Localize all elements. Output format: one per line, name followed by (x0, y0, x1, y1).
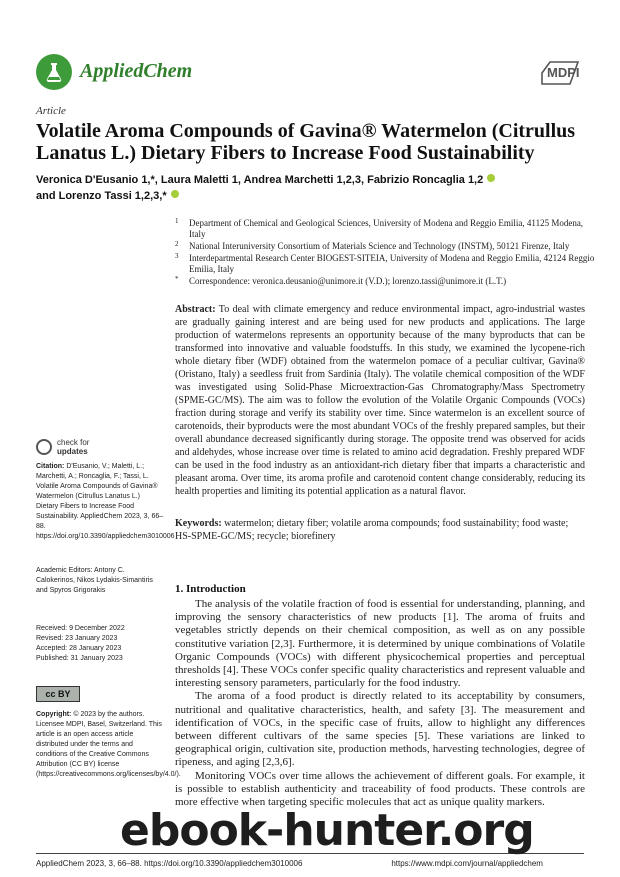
affiliation-item (175, 241, 595, 252)
journal-logo (36, 54, 72, 90)
keywords-text: watermelon; dietary fiber; volatile aroma compounds; food sustainability; food waste; HS-SPME-GC/MS; recycle; biorefinery (175, 518, 569, 542)
check-updates-text (57, 438, 89, 456)
authors-line-2: and Lorenzo Tassi 1,2,3,* (36, 190, 167, 202)
section-heading: 1. Introduction (175, 583, 246, 595)
affiliation-item (175, 253, 595, 275)
correspondence-marker: * (175, 275, 179, 283)
received-date: Received: 9 December 2022 (36, 625, 125, 632)
paragraph: The aroma of a food product is directly related to its acceptability by consumers, nutritional and qualitative characteristics, health, and safety [3]. The measurement and identification of VOCs, in the specific case of fruits, allow to highlight any differences between different cultivars of the same species [5]. These variations are linked to geographical origin, cultivation site, production methods, harvesting technologies, degree of ripeness, and aging [2,3,6]. (175, 690, 585, 769)
check-updates-line-2: updates (57, 447, 88, 456)
citation-label: Citation: (36, 463, 65, 470)
mdpi-logo-text: MDPI (547, 65, 580, 80)
affiliation-item (175, 218, 595, 240)
footer: AppliedChem 2023, 3, 66–88. https://doi.org/10.3390/appliedchem3010006 https://www.mdpi.com/journal/appliedchem (36, 859, 543, 868)
check-updates-line-1: check for (57, 438, 90, 447)
keywords (175, 517, 585, 543)
affiliation-number: 2 (175, 240, 179, 248)
article-type: Article (36, 105, 66, 117)
abstract-label: Abstract: (175, 304, 216, 315)
affiliation-number: 1 (175, 217, 179, 225)
journal-name: AppliedChem (80, 60, 193, 82)
affiliations (175, 218, 595, 288)
academic-editors: Academic Editors: Antony C. Calokerinos, Nikos Lydakis-Simantiris and Spyros Grigorakis (36, 567, 153, 594)
orcid-icon[interactable] (487, 174, 495, 182)
copyright-label: Copyright: (36, 711, 72, 718)
accepted-date: Accepted: 28 January 2023 (36, 645, 122, 652)
article-title: Volatile Aroma Compounds of Gavina® Watermelon (Citrullus Lanatus L.) Dietary Fibers to Increase Food Sustainability (36, 120, 576, 164)
revised-date: Revised: 23 January 2023 (36, 635, 118, 642)
copyright-block (36, 710, 181, 780)
check-for-updates-badge[interactable] (36, 437, 156, 459)
orcid-icon[interactable] (171, 190, 179, 198)
introduction-body (175, 598, 585, 809)
affiliation-text: Interdepartmental Research Center BIOGEST-SITEIA, University of Modena and Reggio Emilia, 42124 Reggio Emilia, Italy (189, 253, 595, 274)
mdpi-logo (538, 60, 582, 86)
affiliation-number: 3 (175, 252, 179, 260)
affiliation-text: Department of Chemical and Geological Sciences, University of Modena and Reggio Emilia, 41125 Modena, Italy (189, 218, 584, 239)
flask-icon (43, 61, 65, 83)
author-list (36, 172, 596, 204)
abstract-text: To deal with climate emergency and reduce environmental impact, agro-industrial wastes are gradually gaining interest and are being used for new products and applications. The large production of watermelons represents an opportunity because of the many byproducts that can be transformed into innovative and valuable foodstuffs. In this study, we examined the lycopene-rich whole dietary fiber (WDF) obtained from the watermelon pomace of a peculiar cultivar, Gavina® (Oristano, Italy) a seedless fruit from Sardinia (Italy). The volatile chemical composition of the WDF was investigated using Solid-Phase Microextraction-Gas Chromatography/Mass Spectrometry (SPME-GC/MS). The aim was to follow the evolution of the Volatile Organic Compounds (VOCs) fraction during storage and verify its stability over time. Since watermelon is an excellent source of carotenoids, their byproducts were the most abundant VOCs of the freshly prepared samples, but their overall abundance decreased significantly during storage. The opposite trend was observed for acids and aldehydes, whose increase over time is related to amino acid degradation. Freshly prepared WDF can be used in the food industry as an antioxidant-rich dietary fiber that imparts a characteristic and pleasant aroma. Over time, its aroma profile and carotenoid content change considerably, reducing its health properties and limiting its potential application as a natural flavor. (175, 304, 585, 497)
paragraph: The analysis of the volatile fraction of food is essential for understanding, planning, and improving the sensory characteristics of new products [1]. The aroma of fruits and vegetables strictly depends on their chemical composition, as well as on any possible constitutive variation [2,3]. Furthermore, it is determined by unique combinations of Volatile Organic Compounds (VOCs) with different physicochemical properties and perceptual thresholds [4]. These VOCs confer specific quality characteristics and represent valuable and interesting sensory parameters, particularly for the food industry. (175, 598, 585, 690)
paragraph: Monitoring VOCs over time allows the achievement of different goals. For example, it is possible to establish authenticity and traceability of food products. These controls are more effective when targeting specific molecules that act as unique quality markers. (175, 769, 585, 809)
cc-license-badge[interactable]: cc BY (36, 686, 80, 702)
citation-block (36, 462, 175, 542)
check-updates-icon (36, 439, 52, 455)
affiliation-text: National Interuniversity Consortium of Materials Science and Technology (INSTM), 50121 Firenze, Italy (189, 241, 570, 251)
abstract (175, 303, 585, 498)
correspondence-item (175, 276, 595, 287)
watermark-text: ebook-hunter.org (120, 805, 534, 856)
correspondence-text: Correspondence: veronica.deusanio@unimore.it (V.D.); lorenzo.tassi@unimore.it (L.T.) (189, 276, 507, 286)
copyright-text: © 2023 by the authors. Licensee MDPI, Basel, Switzerland. This article is an open access article distributed under the terms and conditions of the Creative Commons Attribution (CC BY) license (https://creativecommons.org/licenses/by/4.0/). (36, 711, 181, 778)
published-date: Published: 31 January 2023 (36, 655, 123, 662)
keywords-label: Keywords: (175, 518, 222, 529)
citation-text: D'Eusanio, V.; Maletti, L.; Marchetti, A.; Roncaglia, F.; Tassi, L. Volatile Aroma Compounds of Gavina® Watermelon (Citrullus Lanatus L.) Dietary Fibers to Increase Food Sustainability. AppliedChem 2023, 3, 66–88. https://doi.org/10.3390/appliedchem3010006 (36, 463, 175, 540)
publication-dates (36, 624, 164, 664)
authors-line-1: Veronica D'Eusanio 1,*, Laura Maletti 1, Andrea Marchetti 1,2,3, Fabrizio Roncaglia 1,2 (36, 174, 484, 186)
